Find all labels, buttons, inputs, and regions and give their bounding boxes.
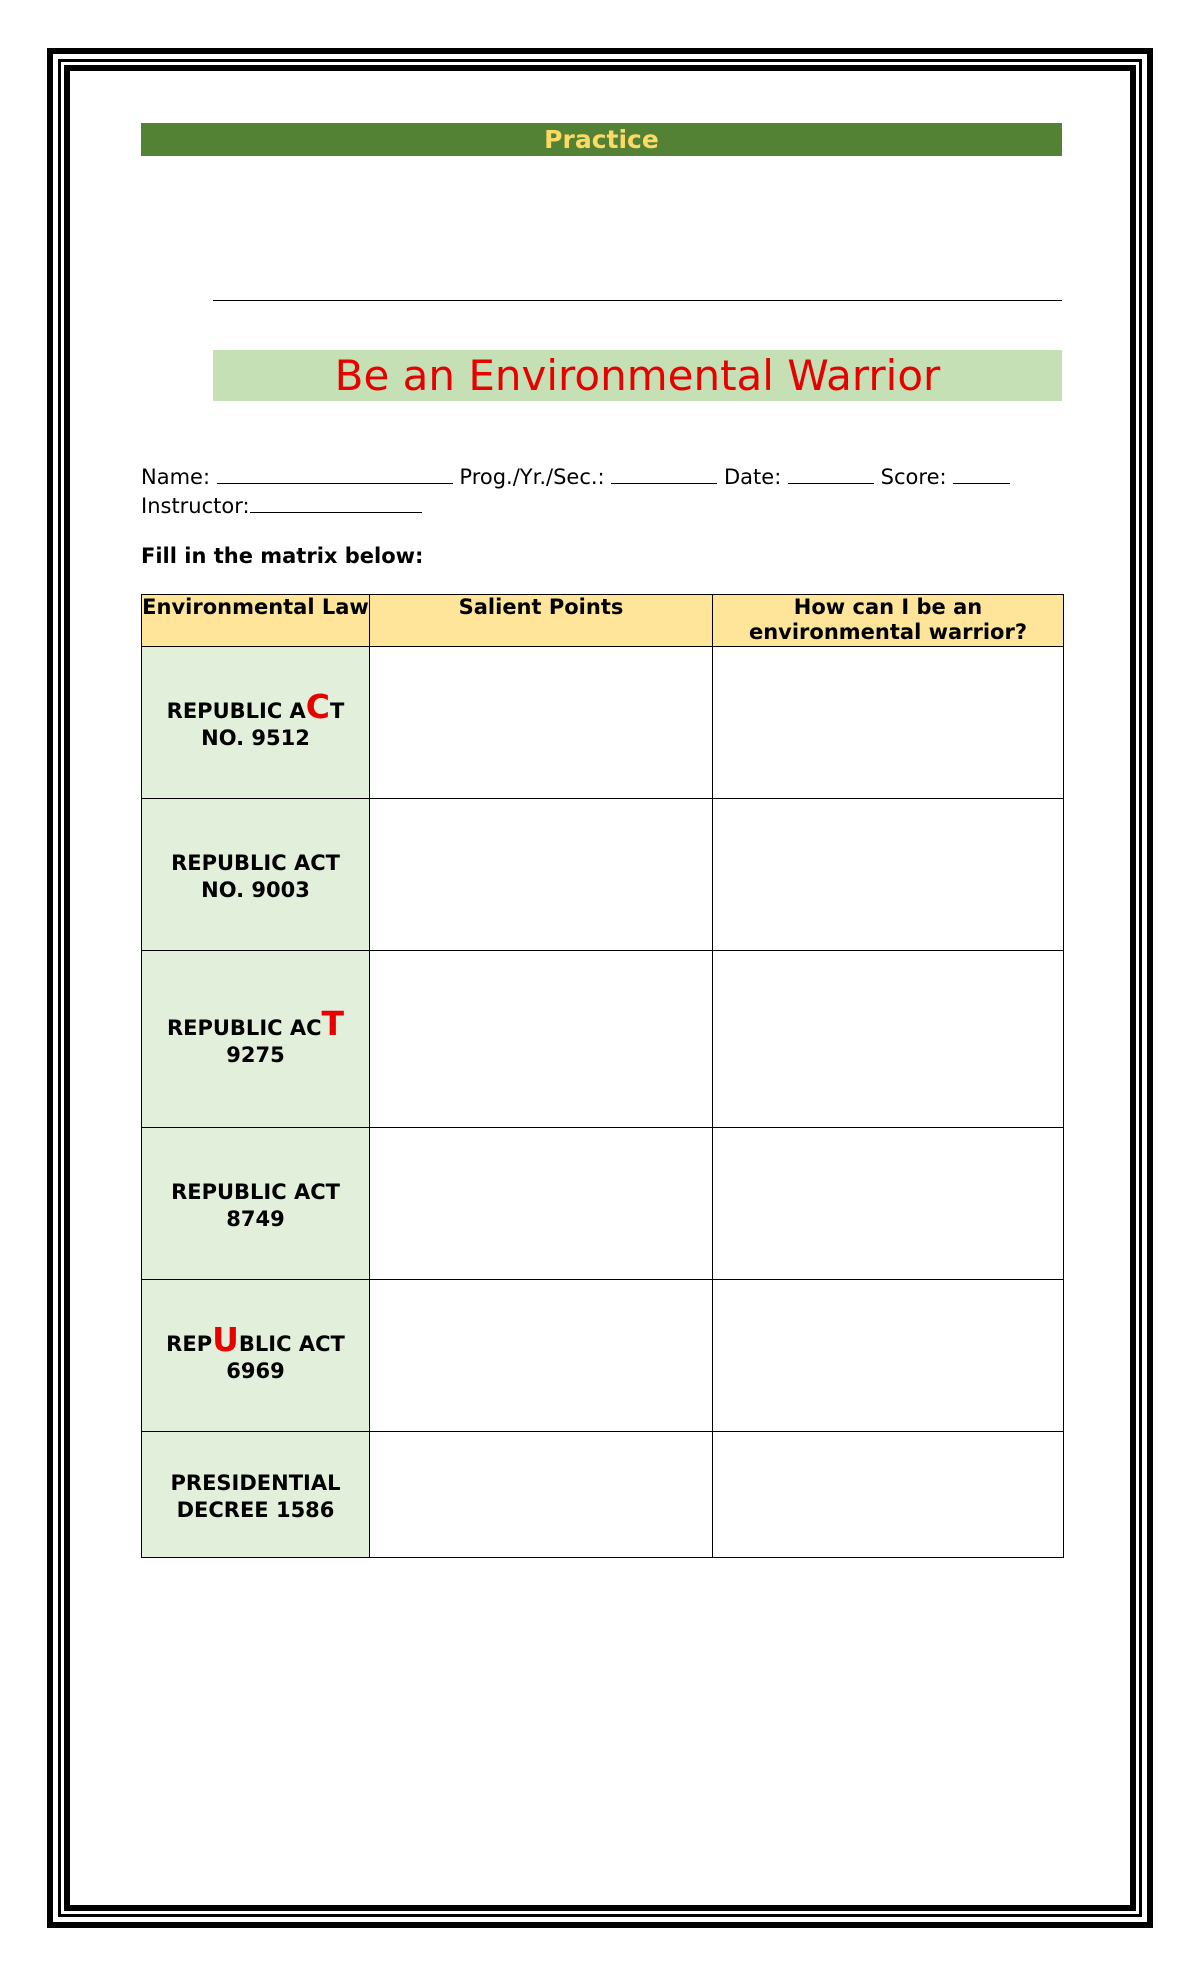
law-text: PRESIDENTIAL — [170, 1471, 341, 1495]
salient-points-cell[interactable] — [370, 799, 713, 951]
law-text: REPUBLIC ACT — [171, 851, 340, 875]
warrior-answer-cell[interactable] — [713, 647, 1064, 799]
law-cell — [142, 1128, 370, 1280]
page-title: Be an Environmental Warrior — [213, 350, 1062, 401]
warrior-answer-cell[interactable] — [713, 951, 1064, 1128]
header-salient-points: Salient Points — [370, 595, 713, 647]
student-info — [141, 463, 1071, 521]
date-label: Date: — [724, 465, 782, 489]
table-row — [142, 1128, 1064, 1280]
law-text: T — [330, 699, 345, 723]
law-text: REPUBLIC ACT — [171, 1180, 340, 1204]
salient-points-cell[interactable] — [370, 951, 713, 1128]
date-field[interactable] — [788, 463, 874, 484]
name-label: Name: — [141, 465, 211, 489]
table-row — [142, 951, 1064, 1128]
law-highlight-letter: T — [321, 1003, 345, 1043]
law-line-1 — [142, 1465, 369, 1497]
warrior-answer-cell[interactable] — [713, 1432, 1064, 1558]
law-cell — [142, 647, 370, 799]
instructor-label: Instructor: — [141, 494, 250, 518]
law-text: REP — [166, 1332, 213, 1356]
law-line-1 — [142, 1003, 369, 1043]
law-line-1 — [142, 1320, 369, 1359]
law-text: BLIC ACT — [238, 1332, 345, 1356]
warrior-answer-cell[interactable] — [713, 799, 1064, 951]
header-how-warrior: How can I be an environmental warrior? — [713, 595, 1064, 647]
section-banner: Practice — [141, 123, 1062, 156]
law-line-2: 9275 — [226, 1042, 285, 1067]
prog-field[interactable] — [611, 463, 717, 484]
law-cell — [142, 1280, 370, 1432]
law-highlight-letter: C — [305, 687, 331, 726]
name-field[interactable] — [217, 463, 453, 484]
law-line-2: NO. 9512 — [201, 726, 310, 750]
prog-label: Prog./Yr./Sec.: — [459, 465, 605, 489]
horizontal-rule — [213, 300, 1062, 301]
salient-points-cell[interactable] — [370, 1280, 713, 1432]
instructor-field[interactable] — [250, 492, 422, 513]
salient-points-cell[interactable] — [370, 1432, 713, 1558]
law-text: REPUBLIC AC — [166, 1015, 322, 1040]
warrior-answer-cell[interactable] — [713, 1128, 1064, 1280]
score-label: Score: — [880, 465, 947, 489]
salient-points-cell[interactable] — [370, 1128, 713, 1280]
law-line-2: 6969 — [226, 1359, 285, 1383]
law-cell — [142, 799, 370, 951]
law-highlight-letter: U — [212, 1320, 239, 1359]
law-line-2: DECREE 1586 — [176, 1498, 335, 1522]
table-row — [142, 1280, 1064, 1432]
law-line-2: 8749 — [226, 1207, 285, 1231]
header-environmental-law: Environmental Law — [142, 595, 370, 647]
matrix-table — [141, 594, 1064, 1558]
table-row — [142, 1432, 1064, 1558]
law-cell — [142, 951, 370, 1128]
law-line-1 — [142, 1174, 369, 1206]
salient-points-cell[interactable] — [370, 647, 713, 799]
table-row — [142, 647, 1064, 799]
law-cell — [142, 1432, 370, 1558]
score-field[interactable] — [953, 463, 1010, 484]
law-line-2: NO. 9003 — [201, 878, 310, 902]
law-text: REPUBLIC A — [166, 699, 306, 723]
instructions: Fill in the matrix below: — [141, 544, 424, 568]
warrior-answer-cell[interactable] — [713, 1280, 1064, 1432]
table-row — [142, 799, 1064, 951]
law-line-1 — [142, 687, 369, 726]
law-line-1 — [142, 845, 369, 877]
